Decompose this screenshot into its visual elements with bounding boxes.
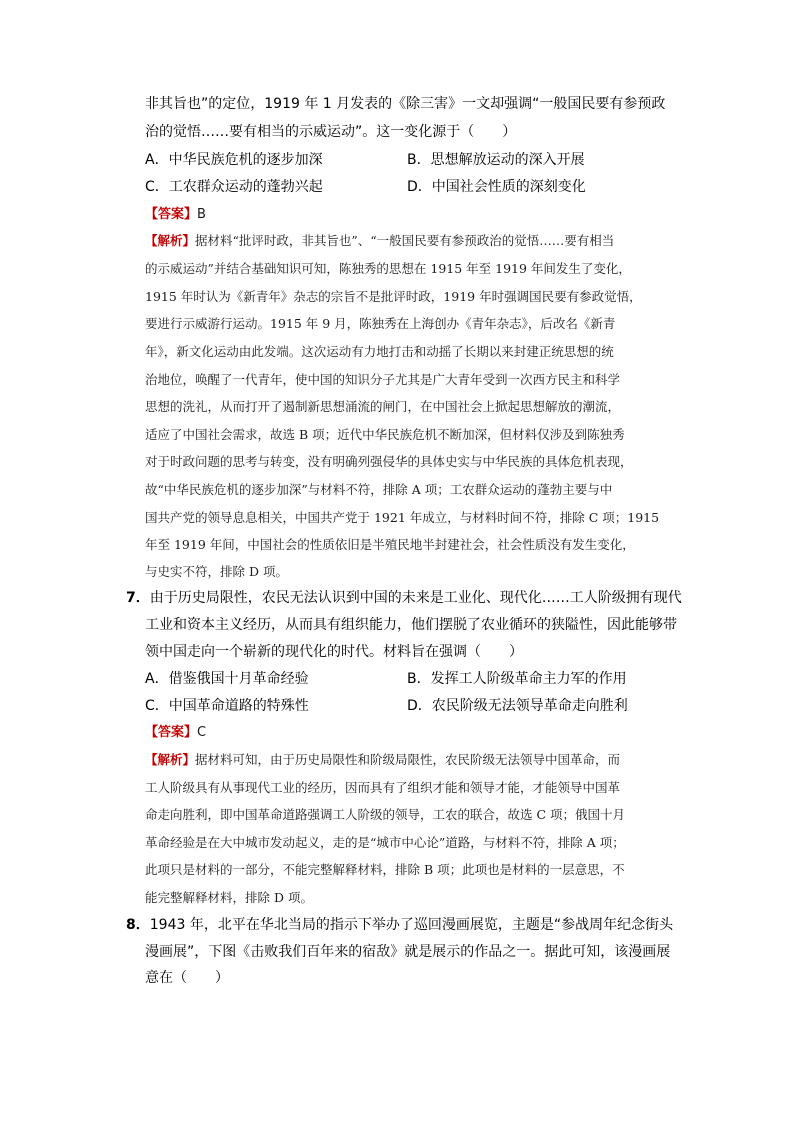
q6-analysis-line-3: 1915 年时认为《新青年》杂志的宗旨不是批评时政，1919 年时强调国民要有参政觉悟，	[145, 289, 642, 304]
option-key: C．	[145, 179, 169, 195]
q6-analysis-line-1	[145, 233, 614, 249]
answer-value: C	[197, 725, 207, 740]
q6-analysis-line-10: 故“中华民族危机的逐步加深”与材料不符，排除 A 项；工农群众运动的蓬勃主要与中	[145, 482, 613, 497]
option-key: B．	[407, 671, 431, 687]
q7-analysis-line-2: 工人阶级具有从事现代工业的经历，因而具有了组织才能和领导才能，才能领导中国革	[145, 780, 621, 795]
q6-answer	[145, 206, 206, 223]
option-text: 中国社会性质的深刻变化	[431, 179, 586, 195]
q8-stem-line-2: 漫画展”，下图《击败我们百年来的宿敌》就是展示的作品之一。据此可知，该漫画展	[145, 944, 671, 960]
q7-stem-line-3: 领中国走向一个崭新的现代化的时代。材料旨在强调（ ）	[145, 644, 523, 660]
option-text: 中华民族危机的逐步加深	[168, 152, 323, 168]
stem-text: 由于历史局限性，农民无法认识到中国的未来是工业化、现代化……工人阶级拥有现代	[149, 590, 682, 606]
q6-analysis-line-9: 对于时政问题的思考与转变，没有明确列强侵华的具体史实与中华民族的具体危机表现，	[145, 454, 633, 469]
q7-stem-line-2: 工业和资本主义经历，从而具有组织能力，他们摆脱了农业循环的狭隘性，因此能够带	[145, 617, 677, 633]
q6-analysis-line-13: 与史实不符，排除 D 项。	[145, 564, 288, 579]
q7-analysis-line-5: 此项只是材料的一部分，不能完整解释材料，排除 B 项；此项也是材料的一层意思，不	[145, 862, 625, 877]
q6-option-b	[407, 151, 585, 169]
q6-analysis-line-5: 年》，新文化运动由此发端。这次运动有力地打击和动摇了长期以来封建正统思想的统	[145, 344, 614, 359]
option-key: A．	[145, 152, 169, 168]
answer-tag: 【答案】	[145, 725, 198, 740]
q7-stem-line-1	[126, 589, 682, 607]
answer-value: B	[197, 207, 206, 222]
analysis-text: 据材料“批评时政，非其旨也”、“一般国民要有参预政治的觉悟……要有相当	[195, 233, 615, 248]
option-key: B．	[407, 152, 431, 168]
option-key: A．	[145, 671, 169, 687]
option-text: 中国革命道路的特殊性	[168, 698, 309, 714]
q6-option-a	[145, 151, 323, 169]
option-text: 借鉴俄国十月革命经验	[168, 671, 309, 687]
q7-option-a	[145, 670, 309, 688]
question-number: 8．	[126, 917, 150, 933]
option-key: D．	[407, 698, 432, 714]
analysis-tag: 【解析】	[145, 752, 196, 767]
option-key: C．	[145, 698, 169, 714]
q7-analysis-line-4: 革命经验是在大中城市发动起义，走的是“城市中心论”道路，与材料不符，排除 A 项；	[145, 835, 625, 850]
q7-option-b	[407, 670, 627, 688]
q6-analysis-line-7: 思想的洗礼，从而打开了遏制新思想涌流的闸门，在中国社会上掀起思想解放的潮流，	[145, 399, 621, 414]
q6-stem-line-1: 非其旨也”的定位，1919 年 1 月发表的《除三害》一文却强调“一般国民要有参预政	[145, 96, 666, 112]
q7-option-d	[407, 697, 628, 715]
q6-option-d	[407, 178, 586, 196]
question-number: 7．	[126, 590, 150, 606]
q6-stem-line-2: 治的觉悟……要有相当的示威运动”。这一变化源于（ ）	[145, 124, 517, 140]
q6-analysis-line-2: 的示威运动”并结合基础知识可知，陈独秀的思想在 1915 年至 1919 年间发生了变化，	[145, 261, 631, 276]
option-text: 农民阶级无法领导革命走向胜利	[431, 698, 628, 714]
option-text: 发挥工人阶级革命主力军的作用	[430, 671, 627, 687]
option-text: 思想解放运动的深入开展	[430, 152, 585, 168]
q6-analysis-line-12: 年至 1919 年间，中国社会的性质依旧是半殖民地半封建社会，社会性质没有发生变化，	[145, 537, 635, 552]
analysis-text: 据材料可知，由于历史局限性和阶级局限性，农民阶级无法领导中国革命，而	[195, 752, 621, 767]
q6-option-c	[145, 178, 323, 196]
analysis-tag: 【解析】	[145, 233, 196, 248]
q8-stem-line-1	[126, 916, 673, 934]
option-key: D．	[407, 179, 432, 195]
q6-analysis-line-8: 适应了中国社会需求，故选 B 项；近代中华民族危机不断加深，但材料仅涉及到陈独秀	[145, 427, 625, 442]
q6-analysis-line-4: 要进行示威游行运动。1915 年 9 月，陈独秀在上海创办《青年杂志》，后改名《新青	[145, 316, 616, 331]
q8-stem-line-3: 意在（ ）	[145, 970, 229, 986]
stem-text: 1943 年，北平在华北当局的指示下举办了巡回漫画展览，主题是“参战周年纪念街头	[149, 917, 674, 933]
q7-option-c	[145, 697, 309, 715]
q7-analysis-line-1	[145, 752, 620, 768]
q6-analysis-line-6: 治地位，唤醒了一代青年，使中国的知识分子尤其是广大青年受到一次西方民主和科学	[145, 372, 621, 387]
q7-analysis-line-6: 能完整解释材料，排除 D 项。	[145, 890, 313, 905]
q7-analysis-line-3: 命走向胜利，即中国革命道路强调工人阶级的领导，工农的联合，故选 C 项；俄国十月	[145, 807, 626, 822]
option-text: 工农群众运动的蓬勃兴起	[168, 179, 323, 195]
q7-answer	[145, 724, 206, 741]
q6-analysis-line-11: 国共产党的领导息息相关，中国共产党于 1921 年成立，与材料时间不符，排除 C 项；1915	[145, 510, 660, 525]
answer-tag: 【答案】	[145, 207, 198, 222]
